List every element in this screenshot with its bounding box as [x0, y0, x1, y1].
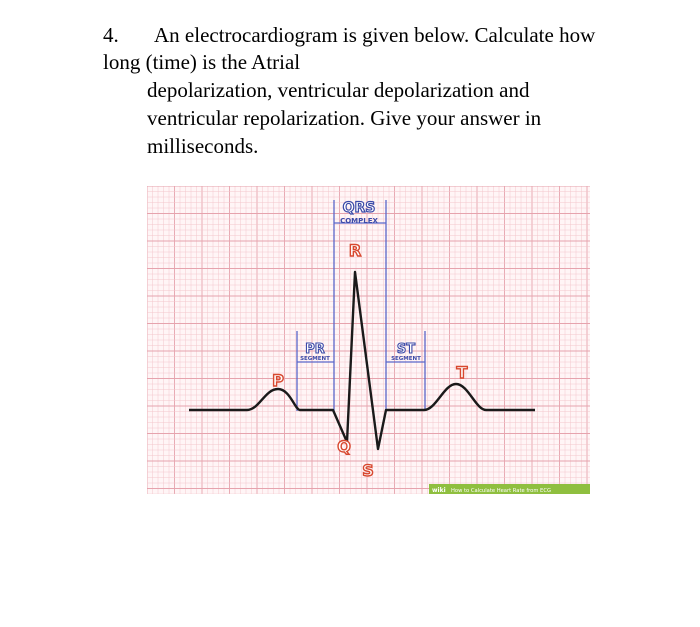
wave-label-r: R: [348, 241, 362, 260]
qrs-label: QRS: [342, 200, 376, 216]
wave-label-q: Q: [337, 437, 351, 456]
question-line-5: milliseconds.: [147, 134, 259, 158]
ecg-diagram: [147, 186, 590, 494]
wave-label-s: S: [362, 461, 374, 480]
question-line-4: ventricular repolarization. Give your answer in: [147, 106, 542, 130]
watermark-text: How to Calculate Heart Rate from ECG: [451, 488, 551, 494]
st-label: ST: [396, 342, 416, 357]
pr-label: PR: [305, 342, 325, 357]
qrs-sublabel: COMPLEX: [340, 217, 378, 225]
wave-label-t: T: [456, 363, 468, 382]
question-line-3: depolarization, ventricular depolarization and: [147, 78, 530, 102]
st-sublabel: SEGMENT: [391, 356, 421, 362]
question-line-2: long (time) is the Atrial: [103, 50, 301, 74]
pr-sublabel: SEGMENT: [300, 356, 330, 362]
question-number: 4.: [103, 23, 119, 47]
watermark-brand: wiki: [432, 487, 446, 494]
watermark: [429, 484, 590, 494]
wave-label-p: P: [272, 371, 284, 390]
question-line-1: An electrocardiogram is given below. Calculate how: [154, 23, 596, 47]
